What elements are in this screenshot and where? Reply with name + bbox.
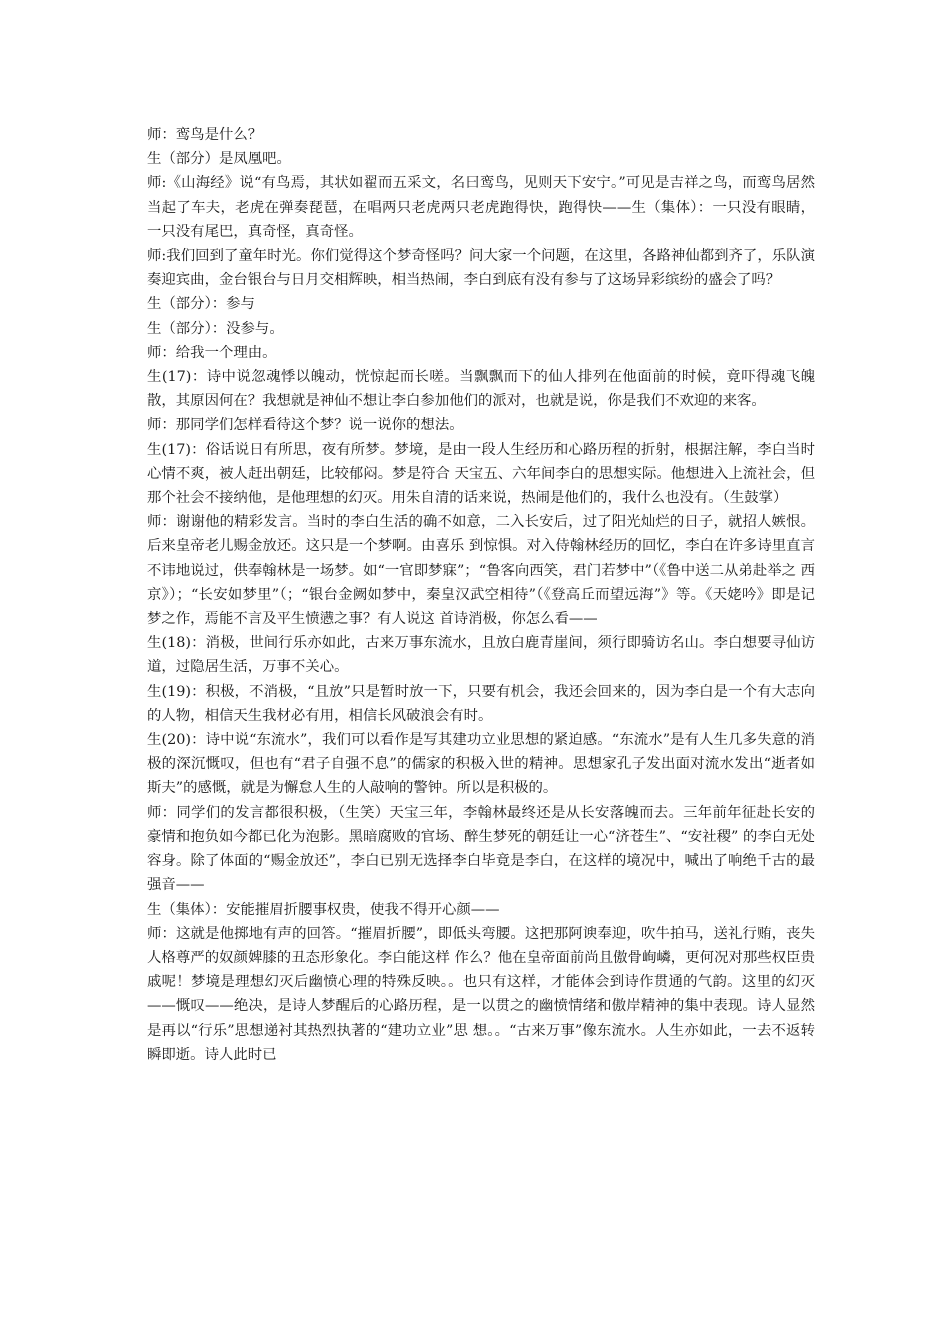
- paragraph: 生(18)：消极，世间行乐亦如此，古来万事东流水，且放白鹿青崖间，须行即骑访名山。李白想要寻仙访道，过隐居生活，万事不关心。: [147, 635, 815, 676]
- paragraph: 生（集体）：安能摧眉折腰事权贵，使我不得开心颜——: [147, 901, 500, 918]
- paragraph: 生（部分）是凤凰吧。: [147, 151, 291, 168]
- paragraph: 师：谢谢他的精彩发言。当时的李白生活的确不如意，二入长安后，过了阳光灿烂的日子，就招人嫉恨。后来皇帝老儿赐金放还。这只是一个梦啊。由喜乐 到惊惧。对入侍翰林经历的回忆，李白在许多诗里直言不讳地说过，供奉翰林是一场梦。如“一官即梦寐”；“鲁客向西笑，君门若梦中”（《鲁中送二从弟赴举之 西京》）；“长安如梦里”（；“银台金阙如梦中，秦皇汉武空相待”（《登高丘而望远海”》等。《天姥吟》即是记梦之作，焉能不言及平生愤懑之事？有人说这 首诗消极，你怎么看——: [147, 514, 815, 628]
- paragraph: 师：那同学们怎样看待这个梦？说一说你的想法。: [147, 417, 464, 434]
- paragraph: 生(17)：俗话说日有所思，夜有所梦。梦境，是由一段人生经历和心路历程的折射，根据注解，李白当时心情不爽，被人赶出朝廷，比较郁闷。梦是符合 天宝五、六年间李白的思想实际。他想进入上流社会，但那个社会不接纳他，是他理想的幻灭。用朱自清的话来说，热闹是他们的，我什么也没有。（生鼓掌）: [147, 441, 815, 507]
- paragraph: 师:我们回到了童年时光。你们觉得这个梦奇怪吗？问大家一个问题，在这里，各路神仙都到齐了，乐队演奏迎宾曲，金台银台与日月交相辉映，相当热闹，李白到底有没有参与了这场异彩缤纷的盛会了吗？: [147, 248, 815, 289]
- paragraph: 师:《山海经》说“有鸟焉，其状如翟而五采文，名曰鸾鸟，见则天下安宁。”可见是吉祥之鸟，而鸾鸟居然当起了车夫，老虎在弹奏琵琶，在唱两只老虎两只老虎跑得快，跑得快——生（集体）：一只没有眼睛，一只没有尾巴，真奇怪，真奇怪。: [147, 175, 815, 240]
- paragraph: 生(19)：积极，不消极，“且放”只是暂时放一下，只要有机会，我还会回来的，因为李白是一个有大志向的人物，相信天生我材必有用，相信长风破浪会有时。: [147, 683, 815, 724]
- paragraph: 生(17)：诗中说忽魂悸以魄动，恍惊起而长嗟。当飘飘而下的仙人排列在他面前的时候，竟吓得魂飞魄散，其原因何在？我想就是神仙不想让李白参加他们的派对，也就是说，你是我们不欢迎的来客。: [147, 369, 815, 410]
- document-body: [147, 123, 815, 1067]
- paragraph: 师：同学们的发言都很积极，（生笑）天宝三年，李翰林最终还是从长安落魄而去。三年前年征赴长安的豪情和抱负如今都已化为泡影。黑暗腐败的官场、醉生梦死的朝廷让一心“济苍生”、“安社稷” 的李白无处容身。除了体面的“赐金放还”，李白已别无选择李白毕竟是李白，在这样的境况中，喊出了响绝千古的最强音——: [147, 804, 815, 894]
- paragraph: 生(20)：诗中说“东流水”，我们可以看作是写其建功立业思想的紧迫感。“东流水”是有人生几多失意的消极的深沉慨叹，但也有“君子自强不息”的儒家的积极入世的精神。思想家孔子发出面对流水发出“逝者如斯夫”的感慨，就是为懈怠人生的人敲响的警钟。所以是积极的。: [147, 732, 815, 797]
- paragraph: 生（部分）：参与: [147, 296, 255, 313]
- paragraph: 生（部分）：没参与。: [147, 320, 284, 337]
- paragraph: 师：鸾鸟是什么？: [147, 127, 263, 143]
- paragraph: 师：给我一个理由。: [147, 344, 277, 361]
- paragraph: 师：这就是他掷地有声的回答。“摧眉折腰”，即低头弯腰。这把那阿谀奉迎，吹牛拍马，送礼行贿，丧失人格尊严的奴颜婢膝的丑态形象化。李白能这样 作么？他在皇帝面前尚且傲骨峋嶙，更何况对那些权臣贵戚呢！梦境是理想幻灭后幽愤心理的特殊反映。。也只有这样，才能体会到诗作贯通的气韵。这里的幻灭 ——慨叹——绝决，是诗人梦醒后的心路历程，是一以贯之的幽愤情绪和傲岸精神的集中表现。诗人显然是再以“行乐”思想递衬其热烈执著的“建功立业”思 想。。“古来万事”像东流水。人生亦如此，一去不返转瞬即逝。诗人此时已: [147, 925, 815, 1063]
